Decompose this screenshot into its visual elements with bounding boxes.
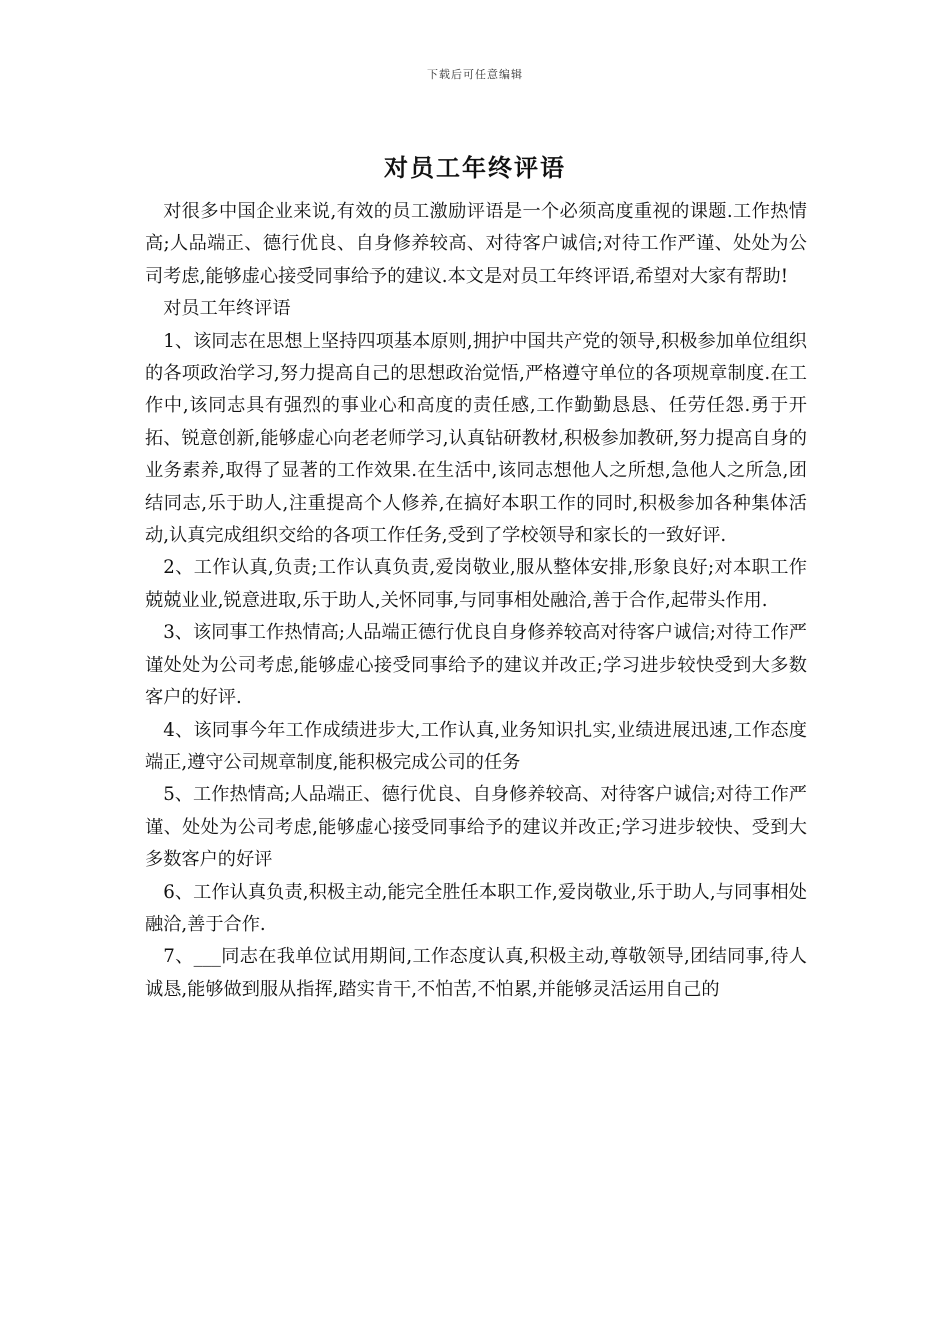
comment-paragraph-2: 2、工作认真,负责;工作认真负责,爱岗敬业,服从整体安排,形象良好;对本职工作兢兢业业,锐意进取,乐于助人,关怀同事,与同事相处融洽,善于合作,起带头作用. [145,557,807,611]
comment-paragraph-3: 3、该同事工作热情高;人品端正德行优良自身修养较高对待客户诚信;对待工作严谨处处为公司考虑,能够虚心接受同事给予的建议并改正;学习进步较快受到大多数客户的好评. [145,622,807,709]
header-note: 下载后可任意编辑 [427,68,523,81]
section-heading: 对员工年终评语 [163,298,291,320]
comment-paragraph-7: 7、___同志在我单位试用期间,工作态度认真,积极主动,尊敬领导,团结同事,待人诚恳,能够做到服从指挥,踏实肯干,不怕苦,不怕累,并能够灵活运用自己的 [145,946,807,1000]
comment-paragraph-4: 4、该同事今年工作成绩进步大,工作认真,业务知识扎实,业绩进展迅速,工作态度端正,遵守公司规章制度,能积极完成公司的任务 [145,719,807,773]
document-body [145,196,807,1006]
comment-paragraph-5: 5、工作热情高;人品端正、德行优良、自身修养较高、对待客户诚信;对待工作严谨、处处为公司考虑,能够虚心接受同事给予的建议并改正;学习进步较快、受到大多数客户的好评 [145,784,807,871]
page-title: 对员工年终评语 [384,153,566,182]
comment-paragraph-1: 1、该同志在思想上坚持四项基本原则,拥护中国共产党的领导,积极参加单位组织的各项政治学习,努力提高自己的思想政治觉悟,严格遵守单位的各项规章制度.在工作中,该同志具有强烈的事业心和高度的责任感,工作勤勤恳恳、任劳任怨.勇于开拓、锐意创新,能够虚心向老老师学习,认真钻研教材,积极参加教研,努力提高自身的业务素养,取得了显著的工作效果.在生活中,该同志想他人之所想,急他人之所急,团结同志,乐于助人,注重提高个人修养,在搞好本职工作的同时,积极参加各种集体活动,认真完成组织交给的各项工作任务,受到了学校领导和家长的一致好评. [145,330,807,547]
comment-paragraph-6: 6、工作认真负责,积极主动,能完全胜任本职工作,爱岗敬业,乐于助人,与同事相处融洽,善于合作. [145,881,807,935]
intro-paragraph: 对很多中国企业来说,有效的员工激励评语是一个必须高度重视的课题.工作热情高;人品端正、德行优良、自身修养较高、对待客户诚信;对待工作严谨、处处为公司考虑,能够虚心接受同事给予的建议.本文是对员工年终评语,希望对大家有帮助! [145,201,807,287]
